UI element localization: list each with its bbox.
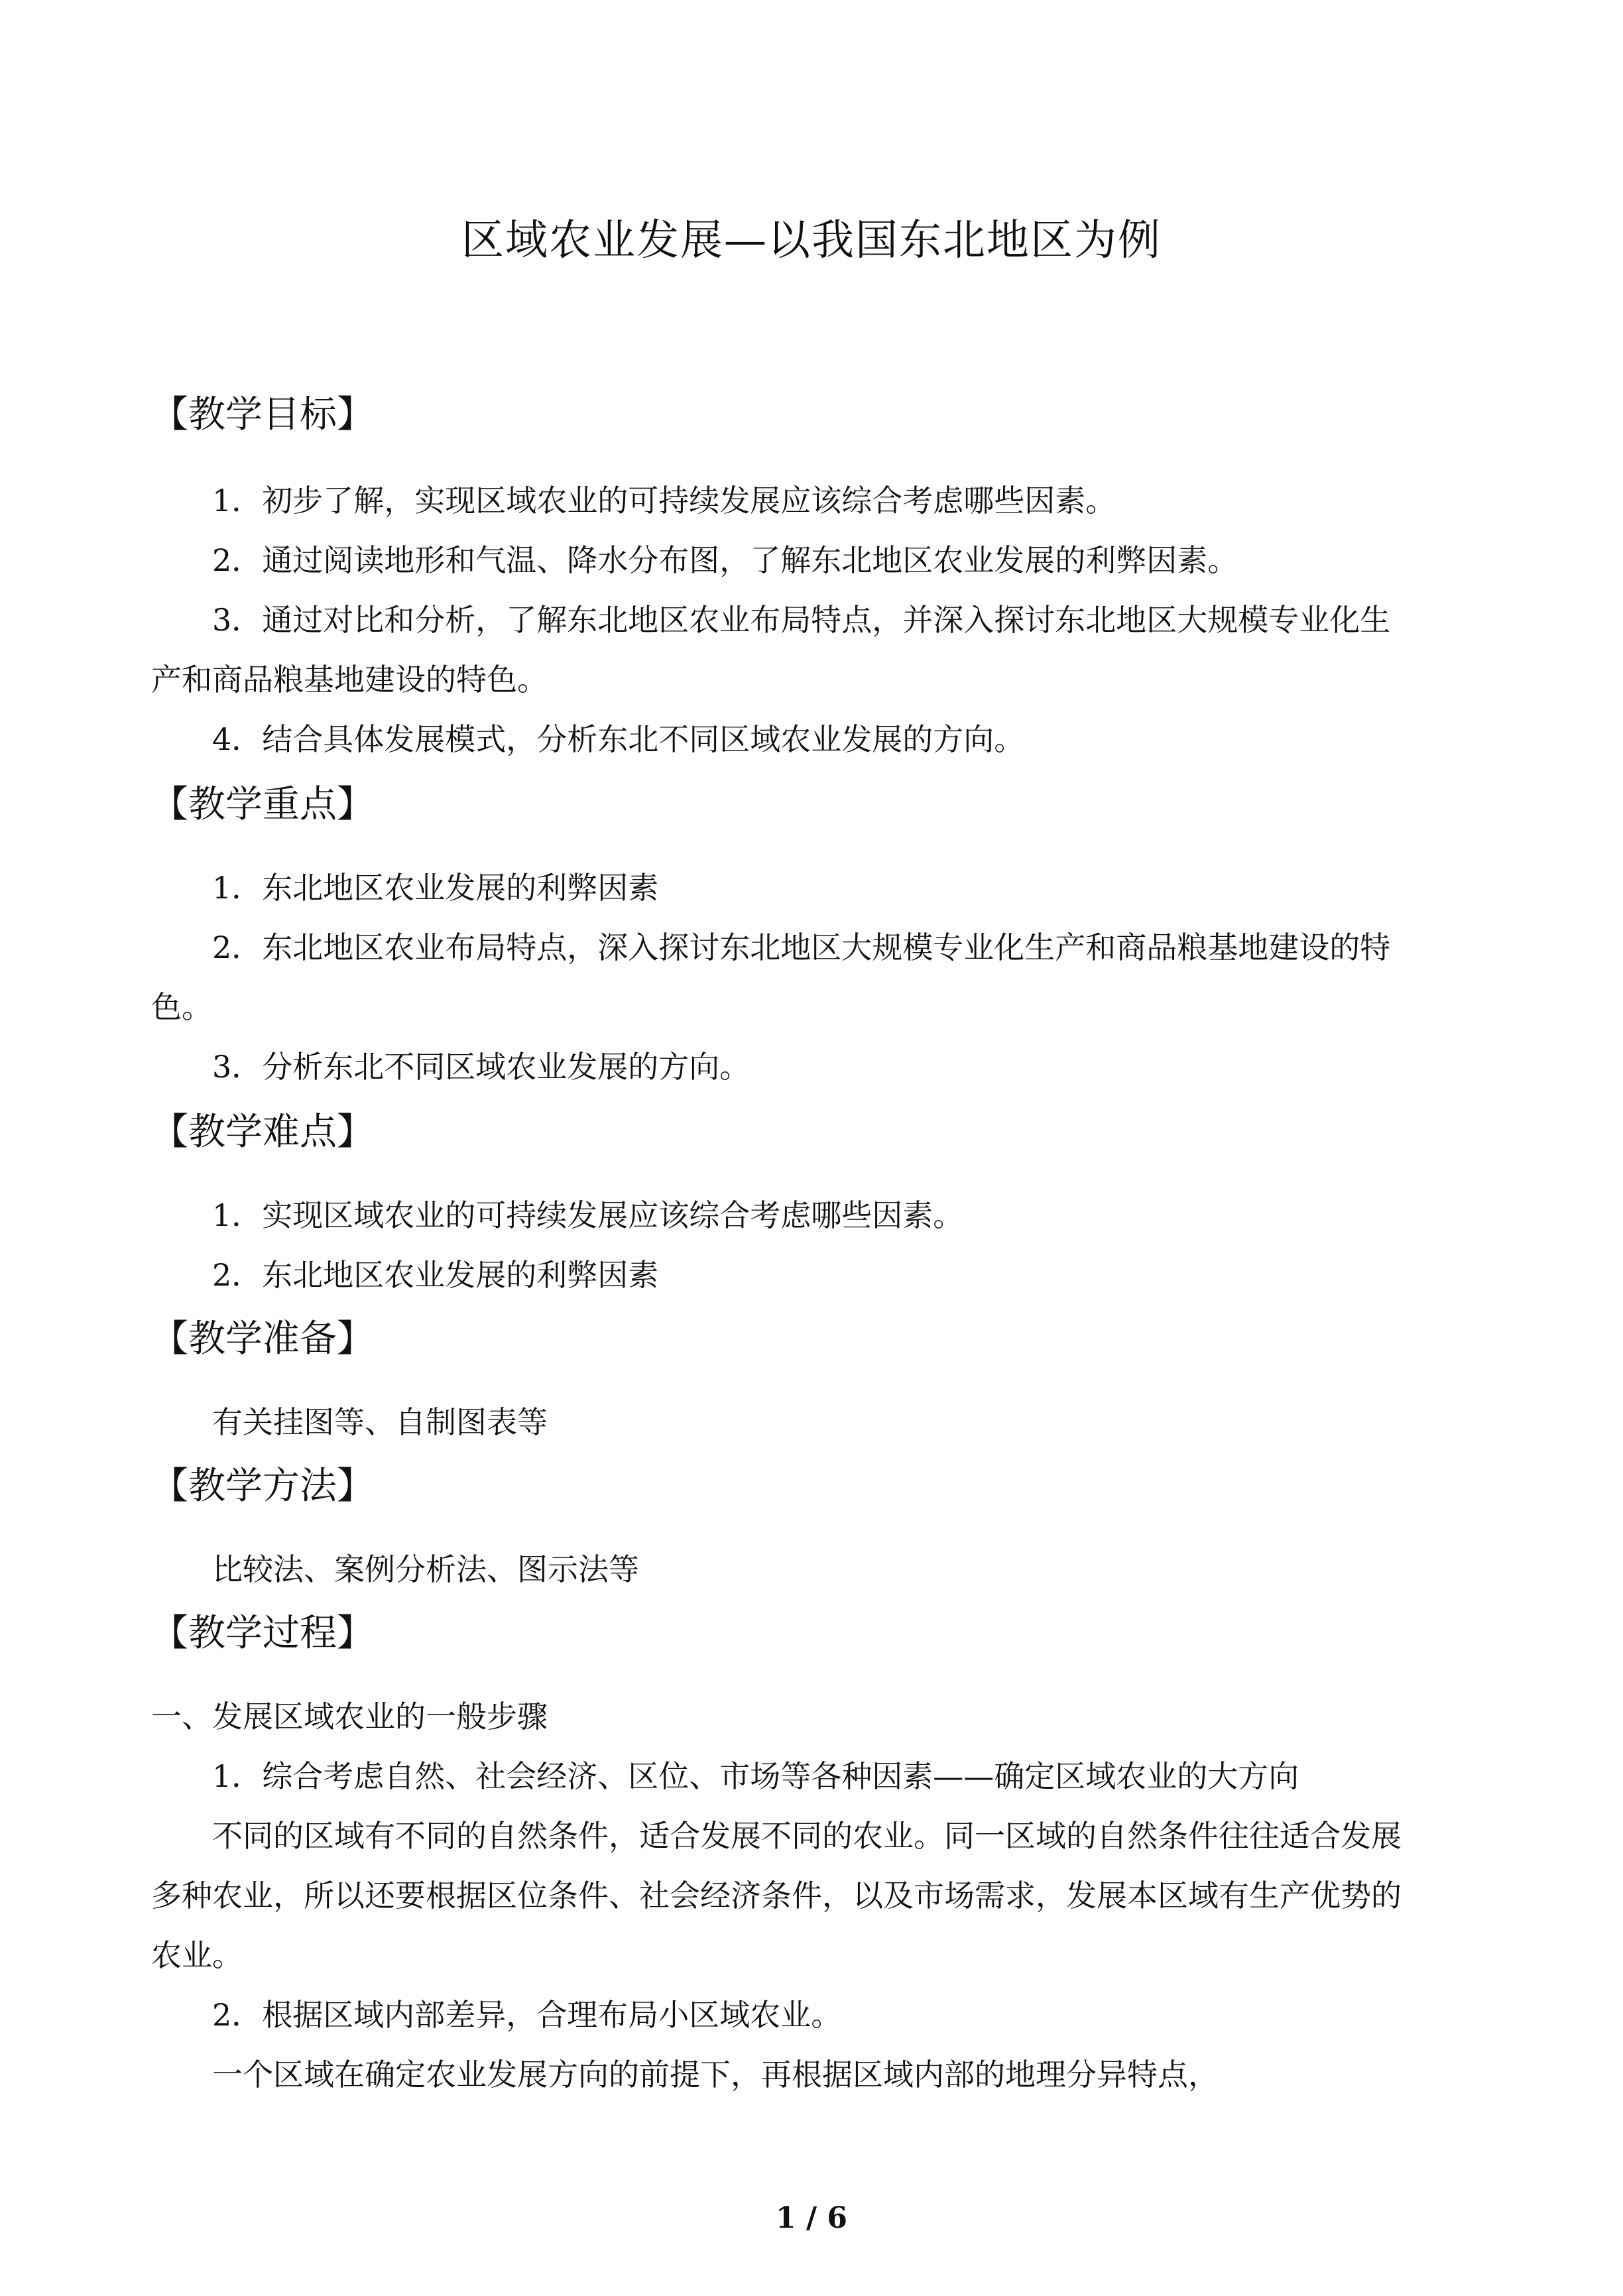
preparation-line-1: 有关挂图等、自制图表等 [212, 1404, 548, 1440]
key-point-line-3: 3．分析东北不同区域农业发展的方向。 [212, 1049, 751, 1085]
key-point-line-1: 1．东北地区农业发展的利弊因素 [212, 870, 659, 906]
section-heading-preparation: 【教学准备】 [151, 1317, 374, 1360]
objective-line-1: 1．初步了解，实现区域农业的可持续发展应该综合考虑哪些因素。 [212, 483, 1116, 518]
difficulty-line-2: 2．东北地区农业发展的利弊因素 [212, 1257, 659, 1293]
section-heading-process: 【教学过程】 [151, 1612, 374, 1655]
objective-line-3: 3．通过对比和分析，了解东北地区农业布局特点，并深入探讨东北地区大规模专业化生 [212, 602, 1391, 638]
process-line-7: 一个区域在确定农业发展方向的前提下，再根据区域内部的地理分异特点， [212, 2057, 1219, 2092]
process-line-5: 农业。 [151, 1937, 243, 1973]
difficulty-line-1: 1．实现区域农业的可持续发展应该综合考虑哪些因素。 [212, 1197, 964, 1233]
page-number: 1 / 6 [776, 2201, 847, 2235]
section-heading-difficulties: 【教学难点】 [151, 1111, 374, 1154]
process-line-3: 不同的区域有不同的自然条件，适合发展不同的农业。同一区域的自然条件往往适合发展 [212, 1818, 1402, 1854]
method-line-1: 比较法、案例分析法、图示法等 [212, 1551, 639, 1587]
process-line-1: 一、发展区域农业的一般步骤 [151, 1699, 548, 1734]
objective-line-2: 2．通过阅读地形和气温、降水分布图，了解东北地区农业发展的利弊因素。 [212, 542, 1238, 578]
objective-line-3-cont: 产和商品粮基地建设的特色。 [151, 662, 548, 697]
section-heading-key-points: 【教学重点】 [151, 783, 374, 826]
objective-line-4: 4．结合具体发展模式，分析东北不同区域农业发展的方向。 [212, 721, 1025, 757]
key-point-line-2: 2．东北地区农业布局特点，深入探讨东北地区大规模专业化生产和商品粮基地建设的特 [212, 930, 1391, 965]
section-heading-methods: 【教学方法】 [151, 1465, 374, 1508]
process-line-6: 2．根据区域内部差异，合理布局小区域农业。 [212, 1997, 842, 2033]
section-heading-objectives: 【教学目标】 [151, 393, 374, 436]
document-title: 区域农业发展—以我国东北地区为例 [461, 216, 1162, 265]
key-point-line-2-cont: 色。 [151, 989, 212, 1025]
process-line-2: 1．综合考虑自然、社会经济、区位、市场等各种因素——确定区域农业的大方向 [212, 1758, 1299, 1794]
process-line-4: 多种农业，所以还要根据区位条件、社会经济条件，以及市场需求，发展本区域有生产优势的 [151, 1878, 1402, 1913]
